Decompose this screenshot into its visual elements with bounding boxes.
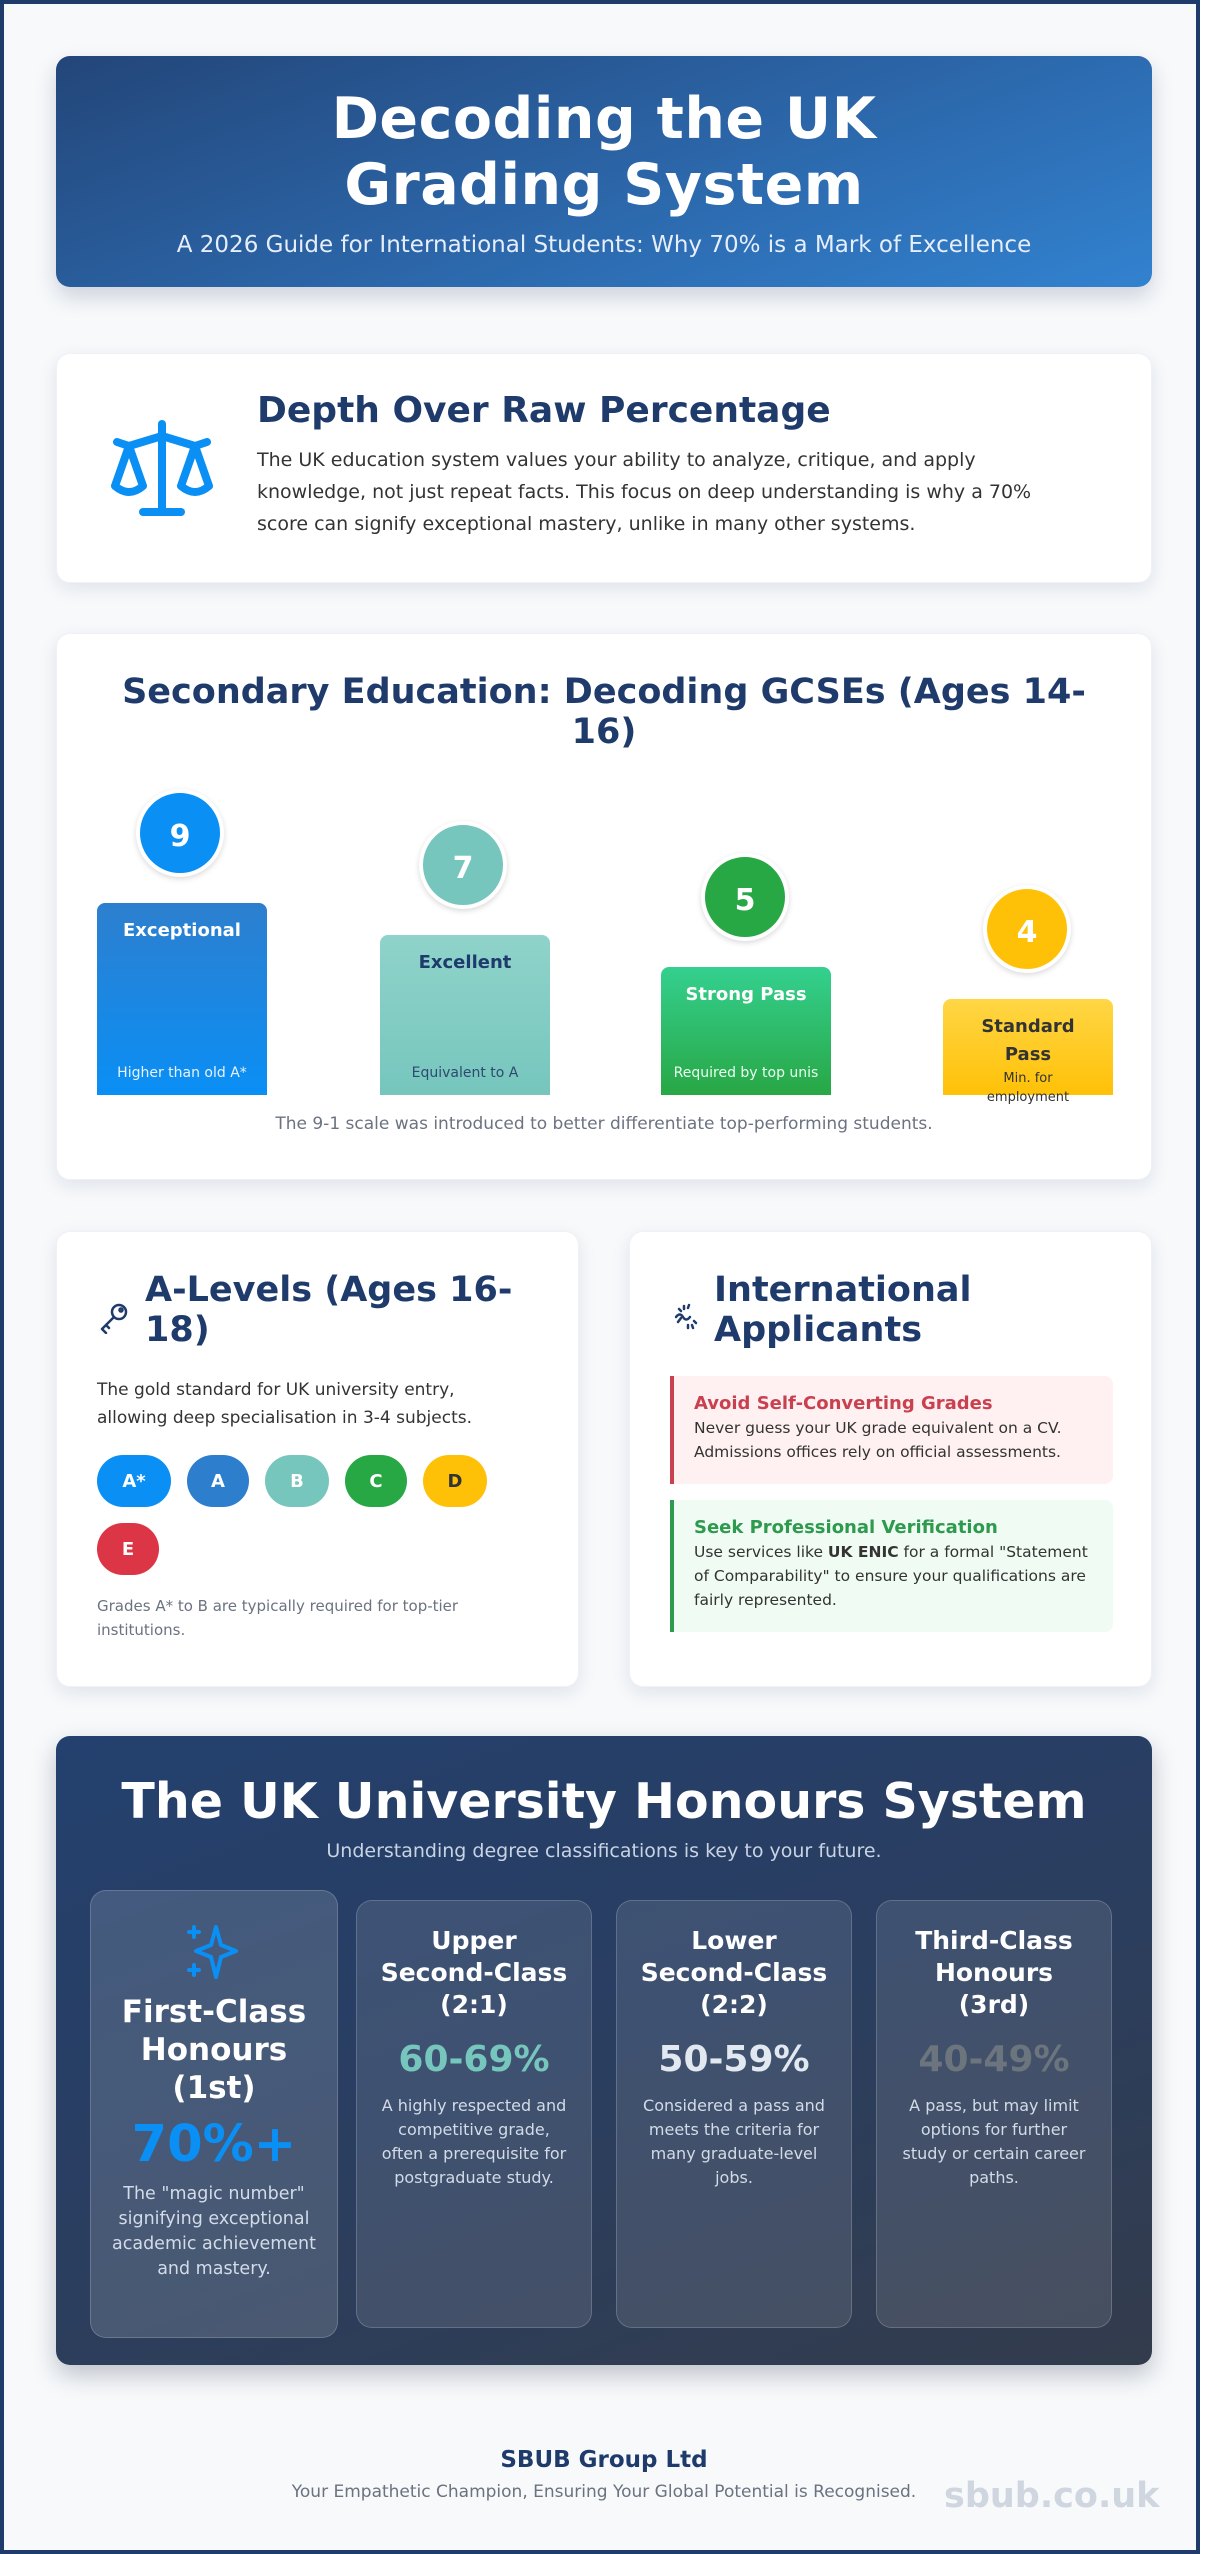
honours-card-first xyxy=(90,1890,338,2338)
grade-bubble: 9 xyxy=(136,789,224,877)
grade-label: Strong Pass xyxy=(685,984,807,1005)
callout-title: Avoid Self-Converting Grades xyxy=(694,1393,993,1414)
scale-balance-icon xyxy=(107,414,217,524)
international-card xyxy=(629,1231,1152,1687)
honours-section xyxy=(56,1736,1152,2365)
depth-title: Depth Over Raw Percentage xyxy=(257,390,831,431)
grade-pill-a-star: A* xyxy=(97,1455,171,1507)
uk-enic-text: UK ENIC xyxy=(827,1543,899,1561)
page-title: Decoding the UK Grading System xyxy=(331,86,877,218)
grade-pill-e: E xyxy=(97,1523,159,1575)
grade-note: Min. for employment xyxy=(986,1071,1070,1105)
grade-note: Required by top unis xyxy=(673,1065,819,1081)
gcse-title: Secondary Education: Decoding GCSEs (Ages 14-16) xyxy=(122,672,1086,752)
grade-bar xyxy=(661,967,831,1095)
honours-class-description: Considered a pass and meets the criteria for many graduate-level jobs. xyxy=(643,2096,825,2187)
honours-class-description: The "magic number" signifying exceptional academic achievement and mastery. xyxy=(112,2184,316,2279)
honours-class-title: Upper Second-Class (2:1) xyxy=(380,1926,568,2019)
depth-body: The UK education system values your ability to analyze, critique, and apply knowledge, not just repeat facts. This focus on deep understanding is why a 70% score can signify exceptional mastery, unlike in many other systems. xyxy=(257,449,1032,535)
warning-callout xyxy=(670,1376,1113,1484)
key-icon xyxy=(97,1300,131,1334)
honours-class-title: First-Class Honours (1st) xyxy=(121,1994,307,2106)
grade-bubble: 4 xyxy=(983,885,1071,973)
callout-body: Never guess your UK grade equivalent on a CV. Admissions offices rely on official assessments. xyxy=(694,1419,1062,1461)
callout-body-prefix: Use services like xyxy=(694,1543,828,1561)
callout-title: Seek Professional Verification xyxy=(694,1517,998,1538)
grade-bar xyxy=(380,935,550,1095)
grade-bubble: 7 xyxy=(419,821,507,909)
honours-class-description: A highly respected and competitive grade, often a prerequisite for postgraduate study. xyxy=(381,2096,567,2187)
alevels-card xyxy=(56,1231,579,1687)
grade-label: Standard Pass xyxy=(981,1016,1075,1065)
honours-card-upper-second xyxy=(356,1900,592,2328)
disconnected-link-icon xyxy=(670,1300,704,1334)
grade-pill-d: D xyxy=(423,1455,487,1507)
honours-class-title: Lower Second-Class (2:2) xyxy=(640,1926,828,2019)
footer-company: SBUB Group Ltd xyxy=(500,2447,708,2473)
callout-body-suffix: for a formal "Statement of Comparability" to ensure your qualifications are fairly represented. xyxy=(694,1543,1088,1609)
footer-tagline: Your Empathetic Champion, Ensuring Your Global Potential is Recognised. xyxy=(291,2482,917,2502)
grade-label: Exceptional xyxy=(123,920,241,941)
honours-subtitle: Understanding degree classifications is key to your future. xyxy=(326,1840,882,1862)
grade-note: Equivalent to A xyxy=(411,1065,519,1081)
grade-note: Higher than old A* xyxy=(117,1065,247,1081)
gcse-footnote: The 9-1 scale was introduced to better differentiate top-performing students. xyxy=(275,1114,933,1134)
callout-body xyxy=(694,1540,1095,1612)
grade-label: Excellent xyxy=(418,952,512,973)
page-subtitle: A 2026 Guide for International Students: Why 70% is a Mark of Excellence xyxy=(176,232,1032,258)
honours-card-lower-second xyxy=(616,1900,852,2328)
honours-class-description: A pass, but may limit options for further study or certain career paths. xyxy=(902,2096,1086,2187)
honours-class-title: Third-Class Honours (3rd) xyxy=(915,1926,1073,2019)
hero-banner xyxy=(56,56,1152,287)
grade-pill-b: B xyxy=(265,1455,329,1507)
watermark-text: sbub.co.uk xyxy=(944,2476,1160,2516)
honours-class-range: 50-59% xyxy=(658,2039,810,2080)
alevels-description: The gold standard for UK university entry, allowing deep specialisation in 3-4 subjects. xyxy=(97,1380,472,1428)
alevels-grade-list xyxy=(97,1455,527,1575)
honours-class-range: 60-69% xyxy=(398,2039,550,2080)
grade-pill-c: C xyxy=(345,1455,407,1507)
honours-class-range: 40-49% xyxy=(918,2039,1070,2080)
alevels-title: A-Levels (Ages 16-18) xyxy=(145,1270,513,1350)
grade-bubble: 5 xyxy=(701,853,789,941)
grade-bar xyxy=(943,999,1113,1105)
depth-card xyxy=(56,353,1152,583)
honours-class-range: 70%+ xyxy=(131,2115,297,2174)
honours-card-third xyxy=(876,1900,1112,2328)
grade-bar xyxy=(97,903,267,1095)
international-title: International Applicants xyxy=(714,1270,972,1350)
gcse-card xyxy=(56,633,1152,1180)
honours-title: The UK University Honours System xyxy=(121,1773,1087,1830)
alevels-footnote: Grades A* to B are typically required for top-tier institutions. xyxy=(97,1597,459,1639)
grade-pill-a: A xyxy=(187,1455,249,1507)
sparkles-icon xyxy=(184,1921,244,1983)
tip-callout xyxy=(670,1500,1113,1632)
